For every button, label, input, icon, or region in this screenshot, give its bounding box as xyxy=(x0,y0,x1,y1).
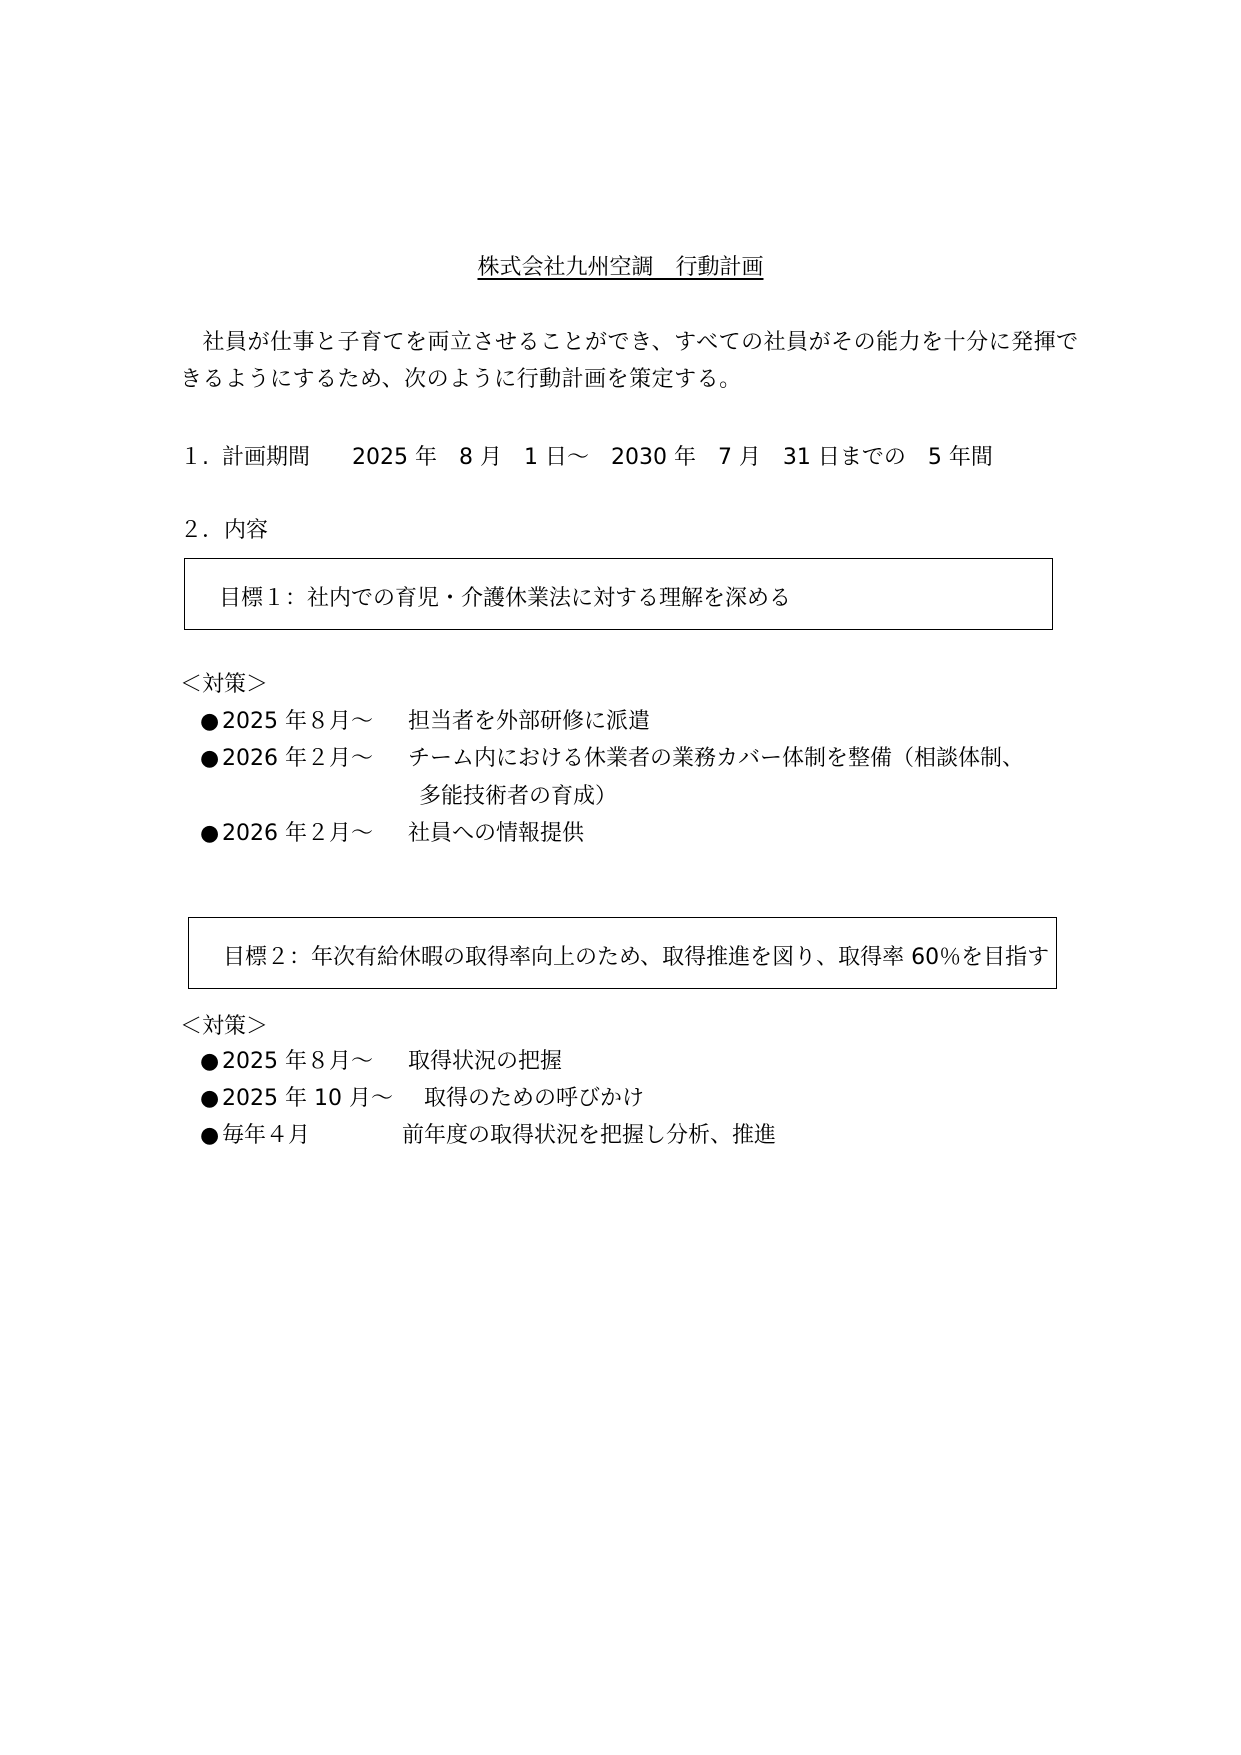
item-action: チーム内における休業者の業務カバー体制を整備（相談体制、 xyxy=(408,746,1025,771)
goal-2-measures-label: ＜対策＞ xyxy=(180,1014,269,1039)
bullet-icon: ● xyxy=(200,1086,220,1111)
period-label: 計画期間 xyxy=(222,445,311,470)
bullet-icon: ● xyxy=(200,821,220,846)
goal-1-item-1 xyxy=(200,704,651,735)
item-date: 2025 年８月～ xyxy=(222,709,373,734)
goal-1-item-2 xyxy=(200,741,1025,772)
bullet-icon: ● xyxy=(200,1049,220,1074)
item-date: 2025 年 10 月～ xyxy=(222,1086,393,1111)
bullet-icon: ● xyxy=(200,746,220,771)
goal-1-box xyxy=(184,558,1053,630)
goal-1-measures-label: ＜対策＞ xyxy=(180,672,269,697)
item-date: 2025 年８月～ xyxy=(222,1049,373,1074)
goal-2-text: 目標２：年次有給休暇の取得率向上のため、取得推進を図り、取得率 60％を目指す xyxy=(223,945,1050,970)
item-action: 前年度の取得状況を把握し分析、推進 xyxy=(402,1123,777,1148)
intro-line-1: 社員が仕事と子育てを両立させることができ、すべての社員がその能力を十分に発揮で xyxy=(180,330,1079,355)
goal-2-item-2 xyxy=(200,1081,645,1112)
item-date: 2026 年２月～ xyxy=(222,746,373,771)
goal-1-text: 目標１：社内での育児・介護休業法に対する理解を深める xyxy=(219,586,792,611)
goal-2-item-1 xyxy=(200,1044,563,1075)
intro-line-2: きるようにするため、次のように行動計画を策定する。 xyxy=(180,367,742,392)
content-heading: ２．内容 xyxy=(180,518,269,543)
goal-2-box xyxy=(188,917,1057,989)
goal-1-item-3 xyxy=(200,816,585,847)
period-text: 2025 年 8 月 1 日～ 2030 年 7 月 31 日までの 5 年間 xyxy=(352,445,993,470)
item-date: 2026 年２月～ xyxy=(222,821,373,846)
item-action: 取得のための呼びかけ xyxy=(424,1086,645,1111)
bullet-icon: ● xyxy=(200,709,220,734)
bullet-icon: ● xyxy=(200,1123,220,1148)
period-number: １. xyxy=(180,445,209,470)
item-date: 毎年４月 xyxy=(222,1123,311,1148)
plan-period xyxy=(180,440,993,471)
document-title: 株式会社九州空調 行動計画 xyxy=(477,255,764,280)
item-action: 取得状況の把握 xyxy=(408,1049,563,1074)
goal-2-item-3 xyxy=(200,1118,777,1149)
item-action: 社員への情報提供 xyxy=(408,821,585,846)
item-action: 担当者を外部研修に派遣 xyxy=(408,709,651,734)
goal-1-item-2-continued: 多能技術者の育成） xyxy=(419,784,618,809)
